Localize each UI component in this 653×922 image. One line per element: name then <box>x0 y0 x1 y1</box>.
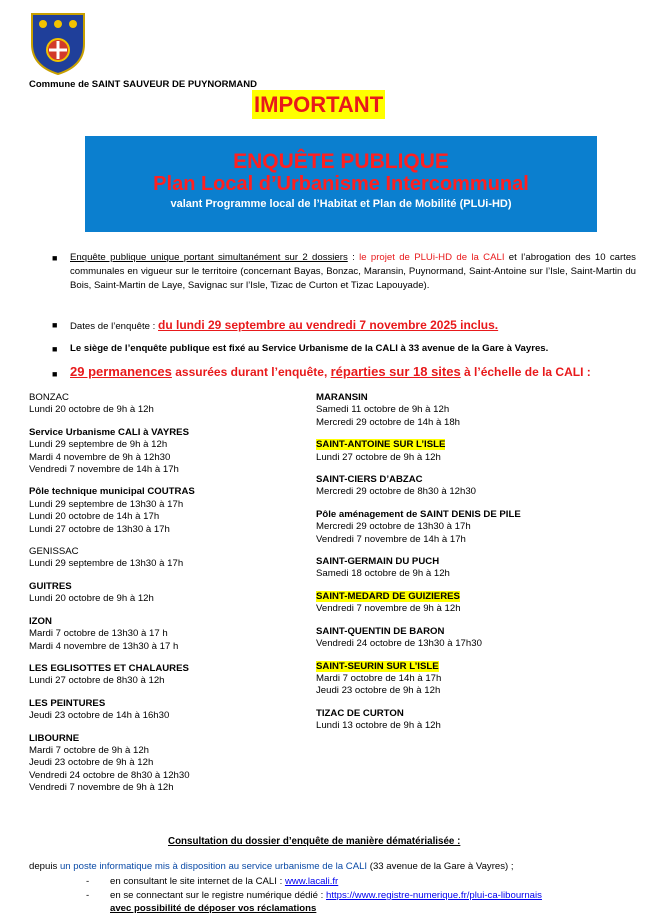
site-schedule: Mercredi 29 octobre de 8h30 à 12h30 <box>316 486 477 498</box>
bullet-siege <box>52 342 636 356</box>
site-schedule: Vendredi 7 novembre de 14h à 17h <box>316 533 466 545</box>
consult-line-3 <box>86 890 542 901</box>
dossiers-rest: et l’abrogation des 10 cartes communales en vigueur sur le territoire (concernant Bayas, Bonzac, Maransin, Puynormand, Saint-Antoine sur l’Isle, Saint-Martin du Bois, Saint-Martin de Laye, Savignac sur l’Isle, Tizac de Curton et Tizac Lapouyade). <box>70 252 636 291</box>
site-schedule: Lundi 29 septembre de 13h30 à 17h <box>29 558 184 570</box>
site-name: Pôle technique municipal COUTRAS <box>29 486 195 498</box>
right-sites-column <box>316 392 616 743</box>
site-block <box>29 546 329 571</box>
bullet-icon: ■ <box>52 253 58 263</box>
site-block <box>29 486 329 536</box>
line1-blue: un poste informatique mis à disposition au service urbanisme de la CALI <box>59 861 368 872</box>
cali-website-link[interactable]: www.lacali.fr <box>284 876 339 887</box>
site-block <box>316 509 616 546</box>
site-block <box>29 427 329 477</box>
site-block <box>29 392 329 417</box>
dates-label: Dates de l’enquête : <box>70 321 159 332</box>
site-schedule: Mercredi 29 octobre de 13h30 à 17h <box>316 521 471 533</box>
site-block <box>316 392 616 429</box>
site-schedule: Lundi 20 octobre de 9h à 12h <box>29 593 154 605</box>
site-name: SAINT-ANTOINE SUR L’ISLE <box>316 439 446 451</box>
dossiers-label: Enquête publique unique portant simultanément sur 2 dossiers <box>70 252 348 263</box>
site-block <box>316 591 616 616</box>
site-schedule: Mardi 7 octobre de 14h à 17h <box>316 672 442 684</box>
site-schedule: Vendredi 24 octobre de 13h30 à 17h30 <box>316 638 482 650</box>
bullet-icon: ■ <box>52 369 58 379</box>
site-schedule: Jeudi 23 octobre de 9h à 12h <box>29 757 154 769</box>
site-name: SAINT-GERMAIN DU PUCH <box>316 556 440 568</box>
site-name: IZON <box>29 615 52 627</box>
site-schedule: Jeudi 23 octobre de 14h à 16h30 <box>29 710 170 722</box>
consult-line-1 <box>29 861 514 872</box>
site-schedule: Lundi 29 septembre de 13h30 à 17h <box>29 498 184 510</box>
permanences-count: 29 permanences <box>70 364 172 379</box>
site-block <box>29 698 329 723</box>
site-block <box>29 663 329 688</box>
site-schedule: Samedi 11 octobre de 9h à 12h <box>316 404 450 416</box>
banner-subtitle: valant Programme local de l’Habitat et Plan de Mobilité (PLUi-HD) <box>170 198 512 210</box>
site-schedule: Lundi 29 septembre de 9h à 12h <box>29 439 168 451</box>
bullet-icon: ■ <box>52 344 58 354</box>
site-block <box>29 581 329 606</box>
site-name: GENISSAC <box>29 546 79 558</box>
important-heading: IMPORTANT <box>254 92 384 117</box>
bullet-dossiers <box>52 251 636 293</box>
site-name: MARANSIN <box>316 392 368 403</box>
banner-title-1: ENQUÊTE PUBLIQUE <box>233 150 449 173</box>
site-name: LES PEINTURES <box>29 697 106 709</box>
dates-value: du lundi 29 septembre au vendredi 7 novembre 2025 inclus. <box>158 318 499 332</box>
dash: - <box>86 876 90 887</box>
consult-line-4 <box>86 903 316 914</box>
left-sites-column <box>29 392 329 805</box>
dossiers-sep: : <box>347 252 360 263</box>
site-schedule: Vendredi 7 novembre de 9h à 12h <box>29 782 174 794</box>
site-schedule: Mardi 7 octobre de 13h30 à 17 h <box>29 628 168 640</box>
site-name: SAINT-SEURIN SUR L’ISLE <box>316 660 439 672</box>
site-schedule: Lundi 20 octobre de 14h à 17h <box>29 511 160 523</box>
site-schedule: Mercredi 29 octobre de 14h à 18h <box>316 416 460 428</box>
line1-suffix: (33 avenue de la Gare à Vayres) ; <box>367 861 514 872</box>
site-block <box>29 733 329 795</box>
site-block <box>316 556 616 581</box>
site-block <box>316 474 616 499</box>
line3-text: en se connectant sur le registre numérique dédié : <box>110 890 326 901</box>
dossiers-red: le projet de PLUi-HD de la CALI <box>359 252 505 263</box>
line1-prefix: depuis <box>29 861 60 872</box>
line2-text: en consultant le site internet de la CALI : <box>110 876 285 887</box>
bullet-dates <box>52 318 636 334</box>
site-schedule: Vendredi 7 novembre de 14h à 17h <box>29 464 179 476</box>
title-banner <box>85 136 597 232</box>
permanences-end: à l’échelle de la CALI : <box>460 365 591 379</box>
site-name: SAINT-MEDARD DE GUIZIERES <box>316 590 460 602</box>
site-name: GUITRES <box>29 580 72 592</box>
dash: - <box>86 890 90 901</box>
site-schedule: Vendredi 7 novembre de 9h à 12h <box>316 603 461 615</box>
site-schedule: Lundi 20 octobre de 9h à 12h <box>29 404 154 416</box>
site-schedule: Lundi 27 octobre de 13h30 à 17h <box>29 523 170 535</box>
site-block <box>316 661 616 698</box>
site-block <box>316 708 616 733</box>
site-block <box>316 626 616 651</box>
site-schedule: Lundi 13 octobre de 9h à 12h <box>316 720 441 732</box>
site-block <box>29 616 329 653</box>
site-name: TIZAC DE CURTON <box>316 707 404 719</box>
site-schedule: Mardi 4 novembre de 9h à 12h30 <box>29 451 171 463</box>
site-schedule: Jeudi 23 octobre de 9h à 12h <box>316 685 441 697</box>
site-schedule: Lundi 27 octobre de 9h à 12h <box>316 451 441 463</box>
bullet-icon: ■ <box>52 320 58 330</box>
consult-line-2 <box>86 876 338 887</box>
site-name: LES EGLISOTTES ET CHALAURES <box>29 662 189 674</box>
banner-title-2: Plan Local d’Urbanisme Intercommunal <box>153 173 529 195</box>
site-name: SAINT-QUENTIN DE BARON <box>316 625 445 637</box>
siege-text: Le siège de l’enquête publique est fixé au Service Urbanisme de la CALI à 33 avenue de la Gare à Vayres. <box>70 343 549 354</box>
site-block <box>316 439 616 464</box>
site-schedule: Vendredi 24 octobre de 8h30 à 12h30 <box>29 769 190 781</box>
site-name: Service Urbanisme CALI à VAYRES <box>29 426 189 438</box>
bullet-permanences <box>52 364 636 380</box>
permanences-sites: réparties sur 18 sites <box>330 364 461 379</box>
site-name: LIBOURNE <box>29 732 80 744</box>
registre-link[interactable]: https://www.registre-numerique.fr/plui-ca-libournais <box>326 890 542 901</box>
site-schedule: Lundi 27 octobre de 8h30 à 12h <box>29 675 165 687</box>
site-name: Pôle aménagement de SAINT DENIS DE PILE <box>316 508 521 520</box>
site-schedule: Mardi 4 novembre de 13h30 à 17 h <box>29 640 179 652</box>
consult-title: Consultation du dossier d’enquête de manière dématérialisée : <box>168 836 461 847</box>
permanences-mid: assurées durant l’enquête, <box>171 365 331 379</box>
site-name: BONZAC <box>29 392 69 403</box>
site-name: SAINT-CIERS D’ABZAC <box>316 474 423 486</box>
site-schedule: Samedi 18 octobre de 9h à 12h <box>316 568 450 580</box>
site-schedule: Mardi 7 octobre de 9h à 12h <box>29 744 150 756</box>
reclamations-text: avec possibilité de déposer vos réclamations <box>110 903 317 914</box>
commune-crest-icon <box>28 10 88 76</box>
commune-name: Commune de SAINT SAUVEUR DE PUYNORMAND <box>29 79 258 90</box>
